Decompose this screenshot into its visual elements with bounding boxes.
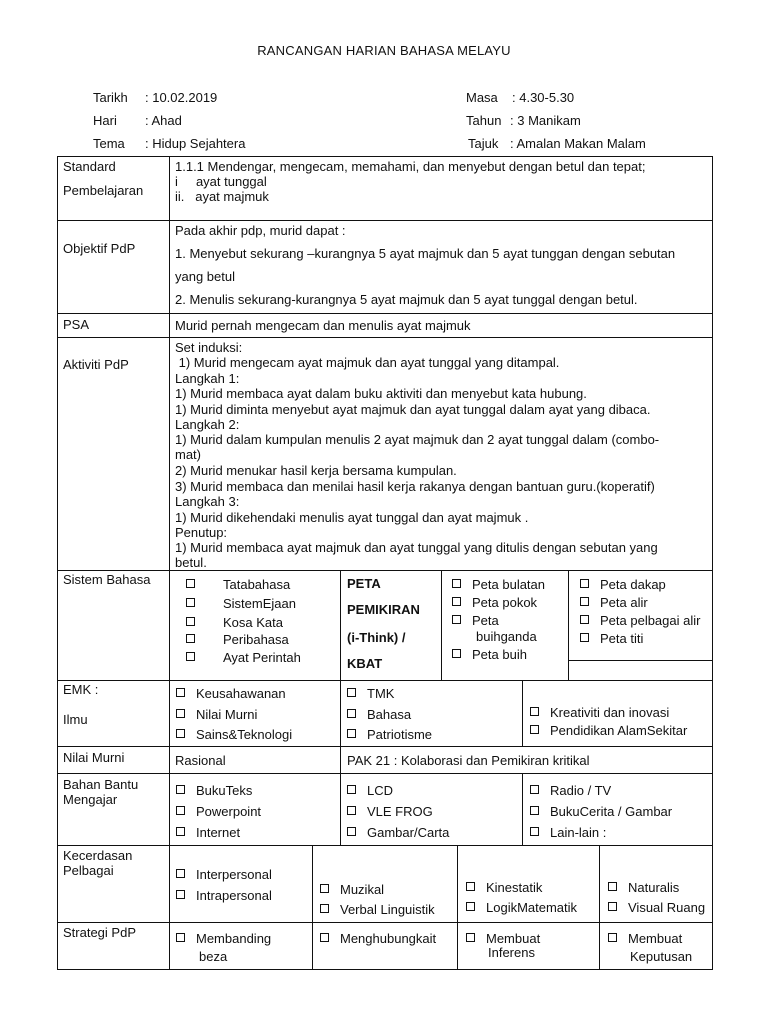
checkbox-item[interactable]: Peribahasa [186,632,289,647]
objektif-label: Objektif PdP [63,241,136,256]
tajuk-value: : Amalan Makan Malam [510,136,646,151]
checkbox-item[interactable]: Powerpoint [176,804,261,819]
tahun-value: : 3 Manikam [510,113,581,128]
tarikh-label: Tarikh [93,90,128,105]
psa-label: PSA [63,317,90,332]
hari-value: : Ahad [145,113,182,128]
checkbox-item[interactable]: Patriotisme [347,727,432,742]
checkbox-item[interactable]: Peta [452,613,499,628]
tajuk-label: Tajuk [468,136,499,151]
checkbox-item[interactable]: Membuat [466,931,540,946]
checkbox-item[interactable]: Naturalis [608,880,679,895]
checkbox-item[interactable]: Radio / TV [530,783,611,798]
tarikh-value: : 10.02.2019 [145,90,218,105]
checkbox-item[interactable]: BukuCerita / Gambar [530,804,672,819]
checkbox-item[interactable]: Keusahawanan [176,686,286,701]
checkbox-item[interactable]: Nilai Murni [176,707,257,722]
checkbox-item[interactable]: Lain-lain : [530,825,606,840]
nilai-label: Nilai Murni [63,750,125,765]
checkbox-item[interactable]: Interpersonal [176,867,272,882]
checkbox-item[interactable]: Kosa Kata [186,615,283,630]
checkbox-item[interactable]: Menghubungkait [320,931,436,946]
tahun-label: Tahun [466,113,502,128]
hari-label: Hari [93,113,117,128]
checkbox-item[interactable]: LogikMatematik [466,900,577,915]
strategi-label: Strategi PdP [63,925,136,940]
nilai-value1: Rasional [175,753,226,768]
aktiviti-label: Aktiviti PdP [63,357,129,372]
checkbox-item[interactable]: Membuat [608,931,682,946]
checkbox-item[interactable]: Peta pokok [452,595,537,610]
psa-content: Murid pernah mengecam dan menulis ayat majmuk [175,318,471,333]
page-title: RANCANGAN HARIAN BAHASA MELAYU [257,43,511,58]
checkbox-item[interactable]: Peta bulatan [452,577,545,592]
checkbox-item[interactable]: SistemEjaan [186,596,296,611]
checkbox-item[interactable]: Peta buih [452,647,527,662]
checkbox-item[interactable]: Muzikal [320,882,384,897]
checkbox-item[interactable]: Kinestatik [466,880,542,895]
checkbox-item[interactable]: Tatabahasa [186,577,290,592]
masa-label: Masa [466,90,498,105]
checkbox-item[interactable]: Peta dakap [580,577,666,592]
checkbox-item[interactable]: Pendidikan AlamSekitar [530,723,687,738]
tema-label: Tema [93,136,125,151]
checkbox-item[interactable]: Peta titi [580,631,643,646]
checkbox-item[interactable]: Kreativiti dan inovasi [530,705,669,720]
checkbox-item[interactable]: Peta pelbagai alir [580,613,700,628]
checkbox-item[interactable]: VLE FROG [347,804,433,819]
checkbox-item[interactable]: Membanding [176,931,271,946]
checkbox-item[interactable]: Ayat Perintah [186,650,301,665]
tema-value: : Hidup Sejahtera [145,136,246,151]
checkbox-item[interactable]: LCD [347,783,393,798]
sistem-label: Sistem Bahasa [63,572,151,587]
checkbox-item[interactable]: Bahasa [347,707,411,722]
masa-value: : 4.30-5.30 [512,90,575,105]
checkbox-item[interactable]: Verbal Linguistik [320,902,435,917]
checkbox-item[interactable]: Sains&Teknologi [176,727,292,742]
checkbox-item[interactable]: Peta alir [580,595,648,610]
nilai-value2: PAK 21 : Kolaborasi dan Pemikiran kritikal [347,753,590,768]
checkbox-item[interactable]: Gambar/Carta [347,825,449,840]
checkbox-item[interactable]: Intrapersonal [176,888,272,903]
checkbox-item[interactable]: Visual Ruang [608,900,705,915]
checkbox-item[interactable]: Internet [176,825,240,840]
checkbox-item[interactable]: TMK [347,686,394,701]
checkbox-item[interactable]: BukuTeks [176,783,252,798]
